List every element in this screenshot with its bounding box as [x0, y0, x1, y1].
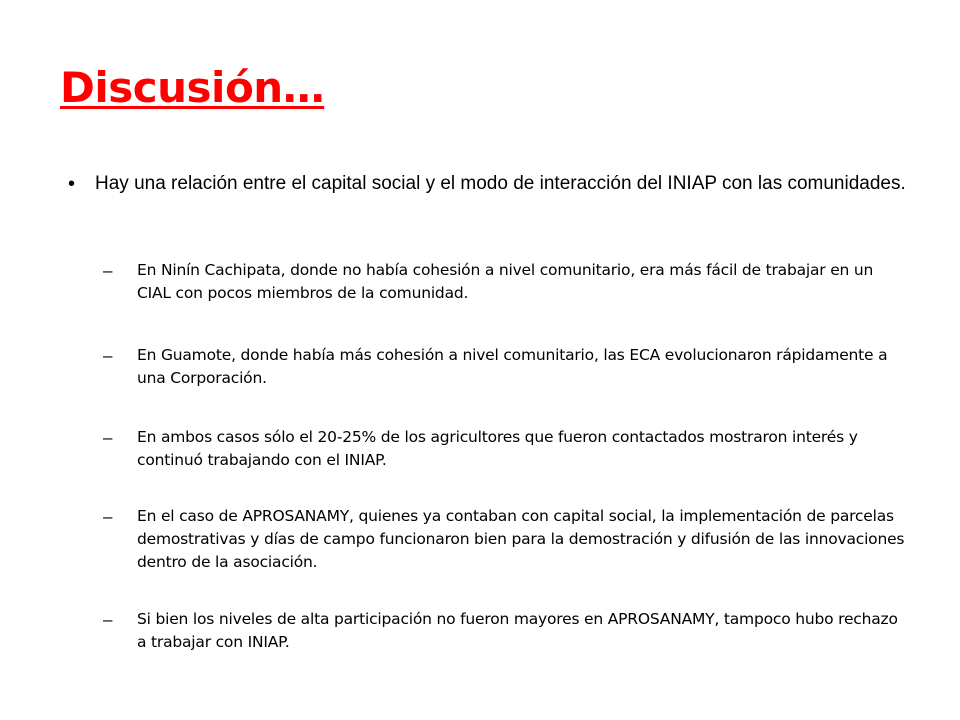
sub-bullet-text: En Ninín Cachipata, donde no había cohesión a nivel comunitario, era más fácil de trabajar en un CIAL con pocos miembros de la comunidad. — [137, 261, 874, 302]
sub-bullet-text: En ambos casos sólo el 20-25% de los agricultores que fueron contactados mostraron interés y continuó trabajando con el INIAP. — [137, 428, 858, 469]
main-bullet-text: Hay una relación entre el capital social y el modo de interacción del INIAP con las comunidades. — [95, 173, 906, 194]
bullet-marker: • — [68, 173, 76, 195]
dash-marker: – — [103, 507, 113, 526]
dash-marker: – — [103, 261, 113, 280]
dash-marker: – — [103, 610, 113, 629]
dash-marker: – — [103, 346, 113, 365]
sub-bullet-text: En el caso de APROSANAMY, quienes ya contaban con capital social, la implementación de parcelas demostrativas y días de campo funcionaron bien para la demostración y difusión de las innovaciones dentro de la asociación. — [137, 507, 905, 571]
slide-title: Discusión… — [60, 63, 325, 112]
sub-bullet-text: Si bien los niveles de alta participación no fueron mayores en APROSANAMY, tampoco hubo rechazo a trabajar con INIAP. — [137, 610, 898, 651]
sub-bullet-text: En Guamote, donde había más cohesión a nivel comunitario, las ECA evolucionaron rápidamente a una Corporación. — [137, 346, 888, 387]
dash-marker: – — [103, 428, 113, 447]
